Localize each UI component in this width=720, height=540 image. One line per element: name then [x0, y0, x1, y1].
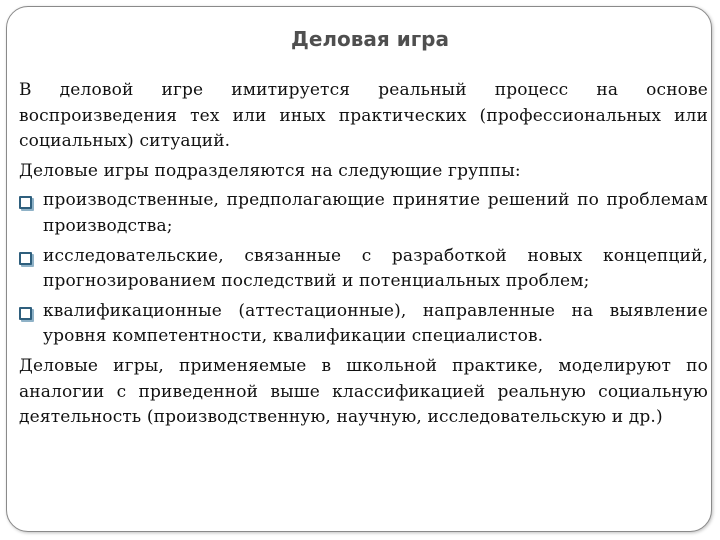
slide-title: Деловая игра	[291, 27, 449, 51]
bullet-item-production	[19, 188, 708, 239]
slide-body	[19, 78, 708, 435]
bullet-text: квалификационные (аттестационные), направленные на выявление уровня компетентности, квалификации специалистов.	[43, 300, 708, 347]
bullet-item-research	[19, 244, 708, 295]
checkbox-square-icon	[19, 307, 32, 320]
bullet-text: исследовательские, связанные с разработкой новых концепций, прогнозированием последствий и потенциальных проблем;	[43, 245, 708, 292]
intro-paragraph: В деловой игре имитируется реальный процесс на основе воспроизведения тех или иных практических (профессиональных или социальных) ситуаций.	[19, 80, 708, 152]
groups-heading: Деловые игры подразделяются на следующие группы:	[19, 160, 521, 181]
bullet-text: производственные, предполагающие принятие решений по проблемам производства;	[43, 190, 708, 236]
checkbox-square-icon	[19, 196, 32, 209]
closing-paragraph: Деловые игры, применяемые в школьной практике, моделируют по аналогии с приведенной выше классификацией реальную социальную деятельность (производственную, научную, исследовательскую и др.)	[19, 355, 708, 428]
bullet-item-qualification	[19, 299, 708, 350]
checkbox-square-icon	[19, 252, 32, 265]
